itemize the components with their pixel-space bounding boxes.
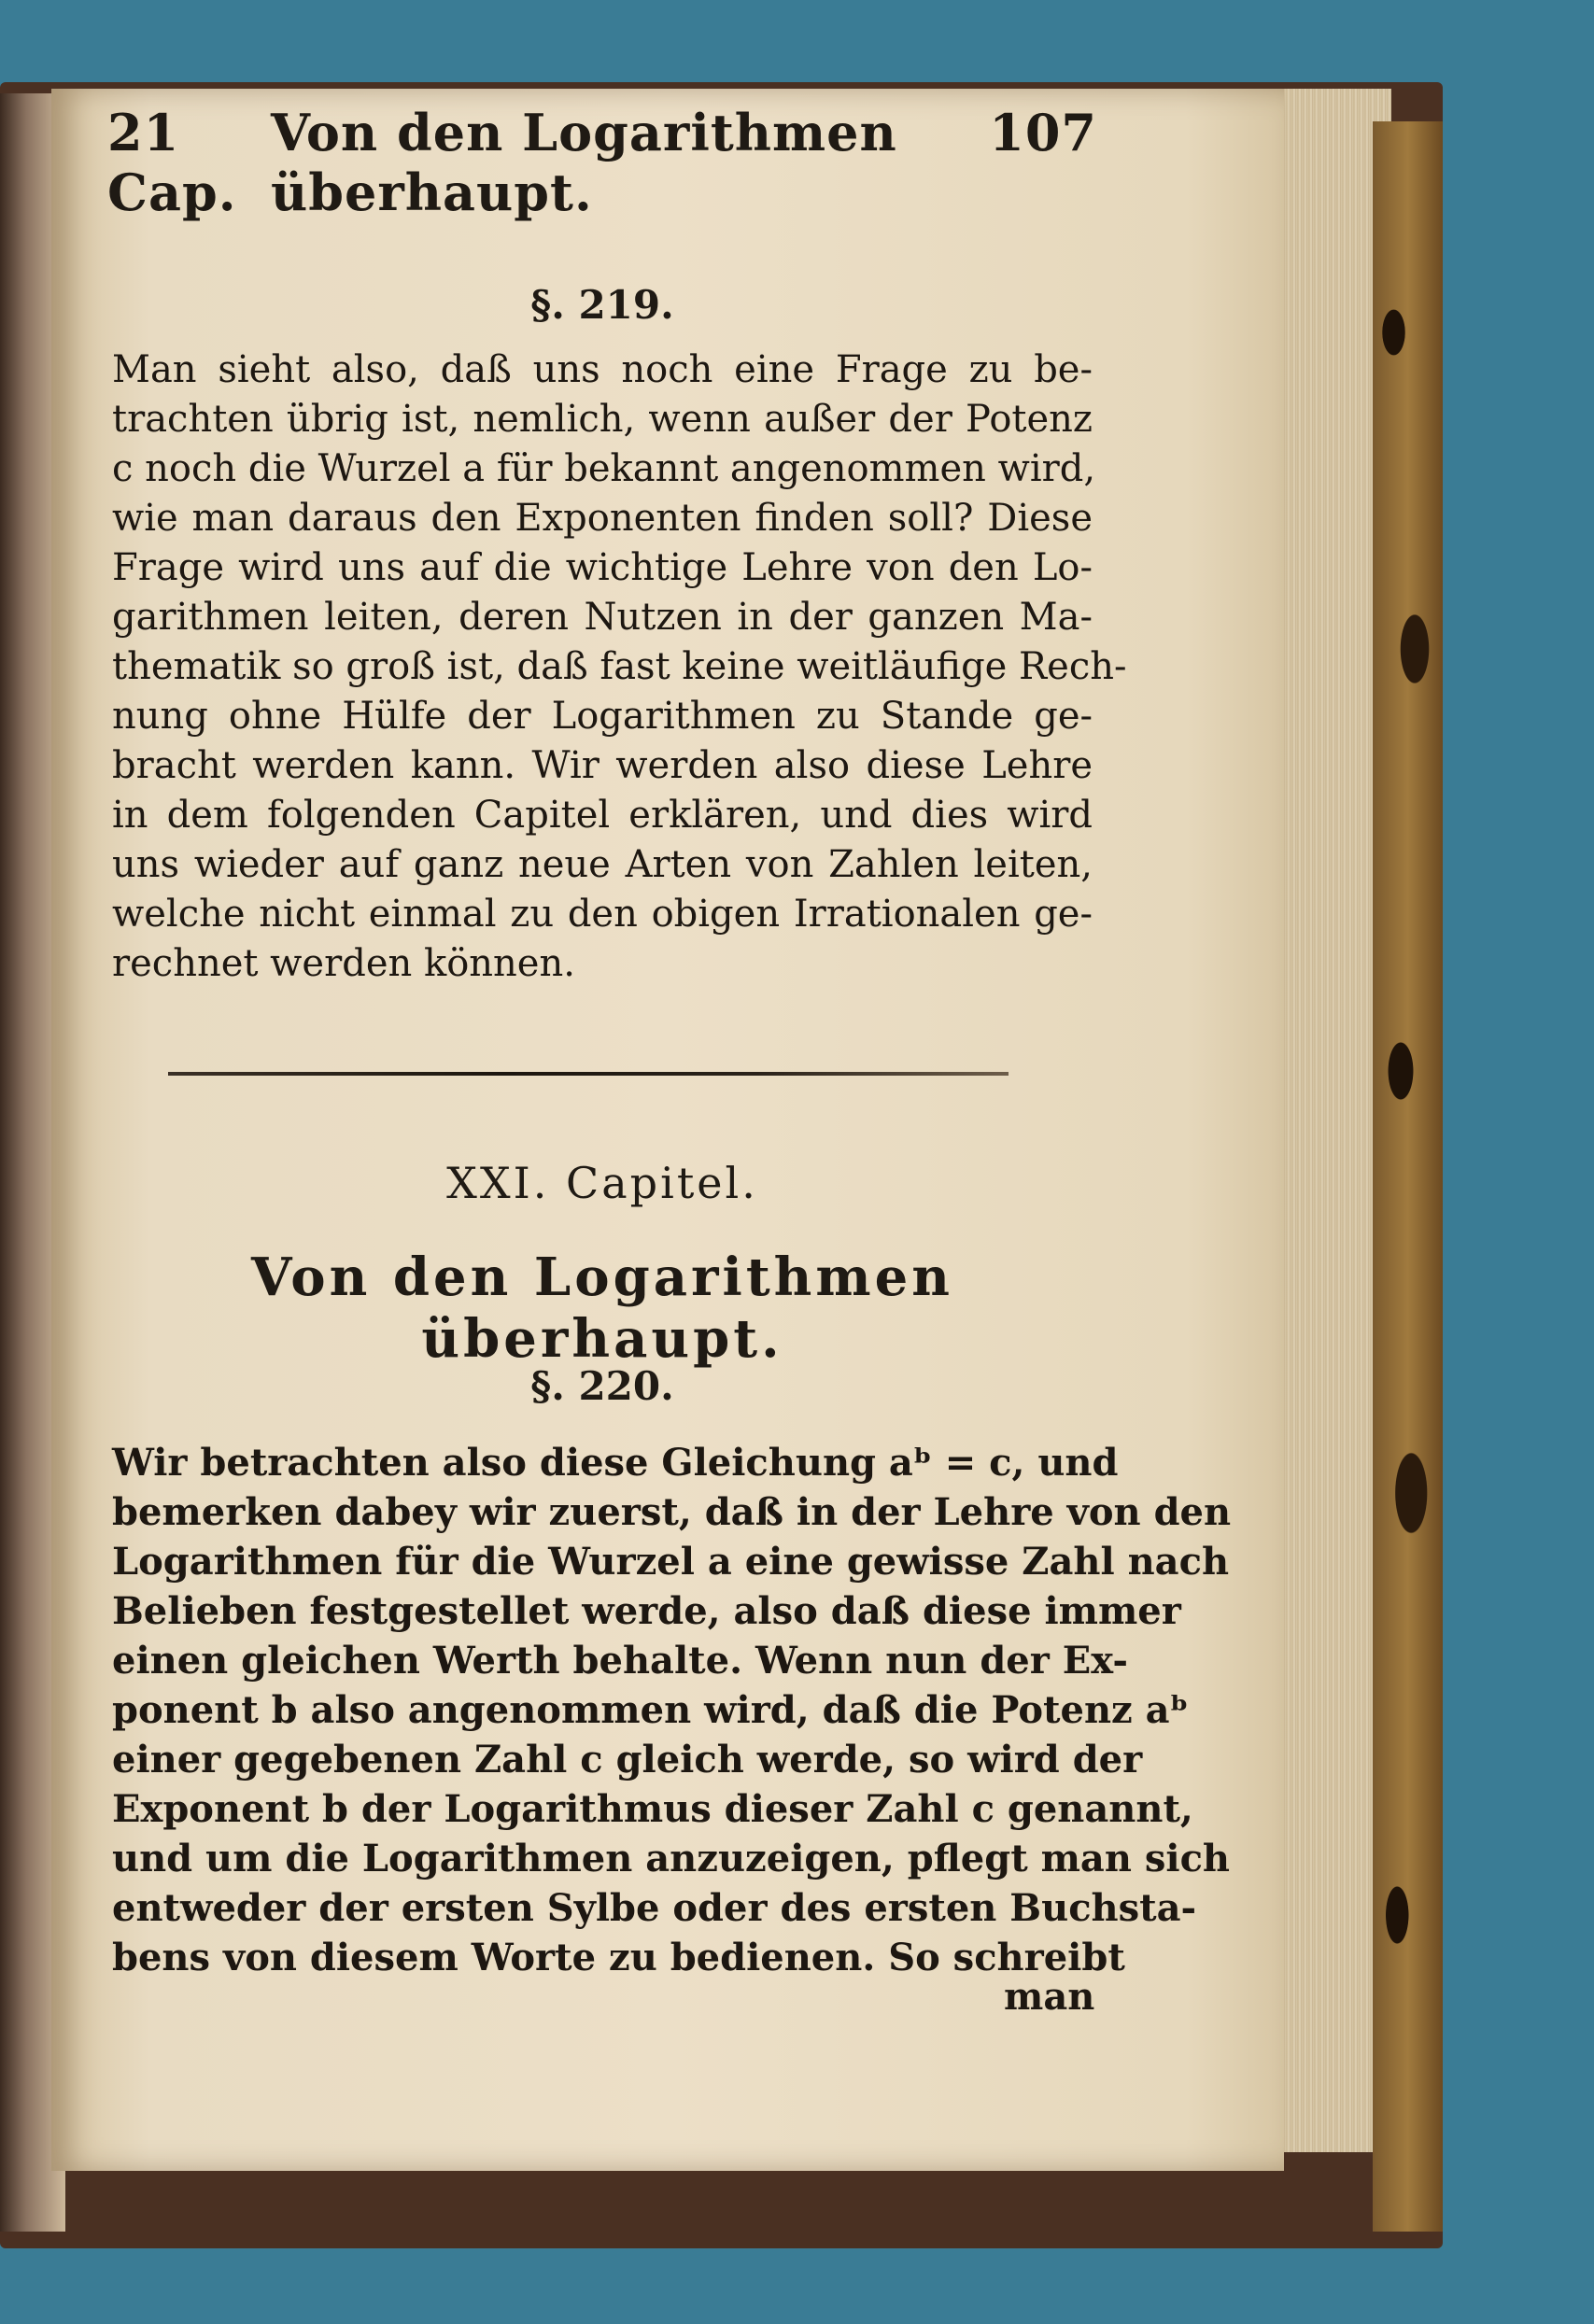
text-line: einer gegebenen Zahl c gleich werde, so wird der	[112, 1738, 1143, 1782]
header-chapter: 21 Cap.	[107, 103, 237, 222]
text-line: Wir betrachten also diese Gleichung aᵇ = c, und	[112, 1441, 1119, 1485]
text-line: Man sieht also, daß uns noch eine Frage zu be-	[112, 348, 1093, 391]
text-line: nung ohne Hülfe der Logarithmen zu Stande ge-	[112, 695, 1093, 738]
text-line: Frage wird uns auf die wichtige Lehre von den Lo-	[112, 546, 1093, 589]
text-line: rechnet werden können.	[112, 942, 575, 985]
text-line: bracht werden kann. Wir werden also diese Lehre	[112, 744, 1093, 787]
text-line: einen gleichen Werth behalte. Wenn nun der Ex-	[112, 1639, 1128, 1683]
section-220-heading: §. 220.	[530, 1363, 674, 1409]
text-line: Belieben festgestellet werde, also daß diese immer	[112, 1589, 1181, 1633]
text-line: c noch die Wurzel a für bekannt angenommen wird,	[112, 447, 1096, 490]
text-line: bens von diesem Worte zu bedienen. So schreibt	[112, 1936, 1125, 1979]
chapter-title: Von den Logarithmen überhaupt.	[251, 1247, 953, 1370]
text-line: ponent b also angenommen wird, daß die Potenz aᵇ	[112, 1688, 1189, 1732]
running-header	[107, 103, 1097, 222]
section-220-paragraph	[112, 1438, 1232, 1982]
text-line: trachten übrig ist, nemlich, wenn außer der Potenz	[112, 398, 1093, 441]
text-line: und um die Logarithmen anzuzeigen, pflegt man sich	[112, 1837, 1231, 1880]
text-line: uns wieder auf ganz neue Arten von Zahlen leiten,	[112, 843, 1093, 886]
chapter-divider-rule	[168, 1072, 1009, 1076]
text-line: bemerken dabey wir zuerst, daß in der Lehre von den	[112, 1490, 1232, 1534]
marbled-edge	[1373, 121, 1443, 2232]
text-line: Exponent b der Logarithmus dieser Zahl c genannt,	[112, 1787, 1193, 1831]
text-line: entweder der ersten Sylbe oder des ersten Buchsta-	[112, 1886, 1197, 1930]
text-line: welche nicht einmal zu den obigen Irrationalen ge-	[112, 893, 1093, 936]
text-line: in dem folgenden Capitel erklären, und dies wird	[112, 794, 1093, 837]
text-line: wie man daraus den Exponenten finden soll? Diese	[112, 497, 1093, 540]
text-line: Logarithmen für die Wurzel a eine gewisse Zahl nach	[112, 1540, 1230, 1584]
chapter-number: XXI. Capitel.	[446, 1158, 758, 1208]
section-219-heading: §. 219.	[530, 282, 674, 328]
text-line: garithmen leiten, deren Nutzen in der ganzen Ma-	[112, 596, 1093, 639]
text-line: thematik so groß ist, daß fast keine weitläufige Rech-	[112, 645, 1127, 688]
page-number: 107	[989, 103, 1097, 162]
header-title: Von den Logarithmen überhaupt.	[270, 103, 897, 222]
catchword: man	[1004, 1975, 1095, 2019]
section-219-paragraph	[112, 345, 1127, 989]
